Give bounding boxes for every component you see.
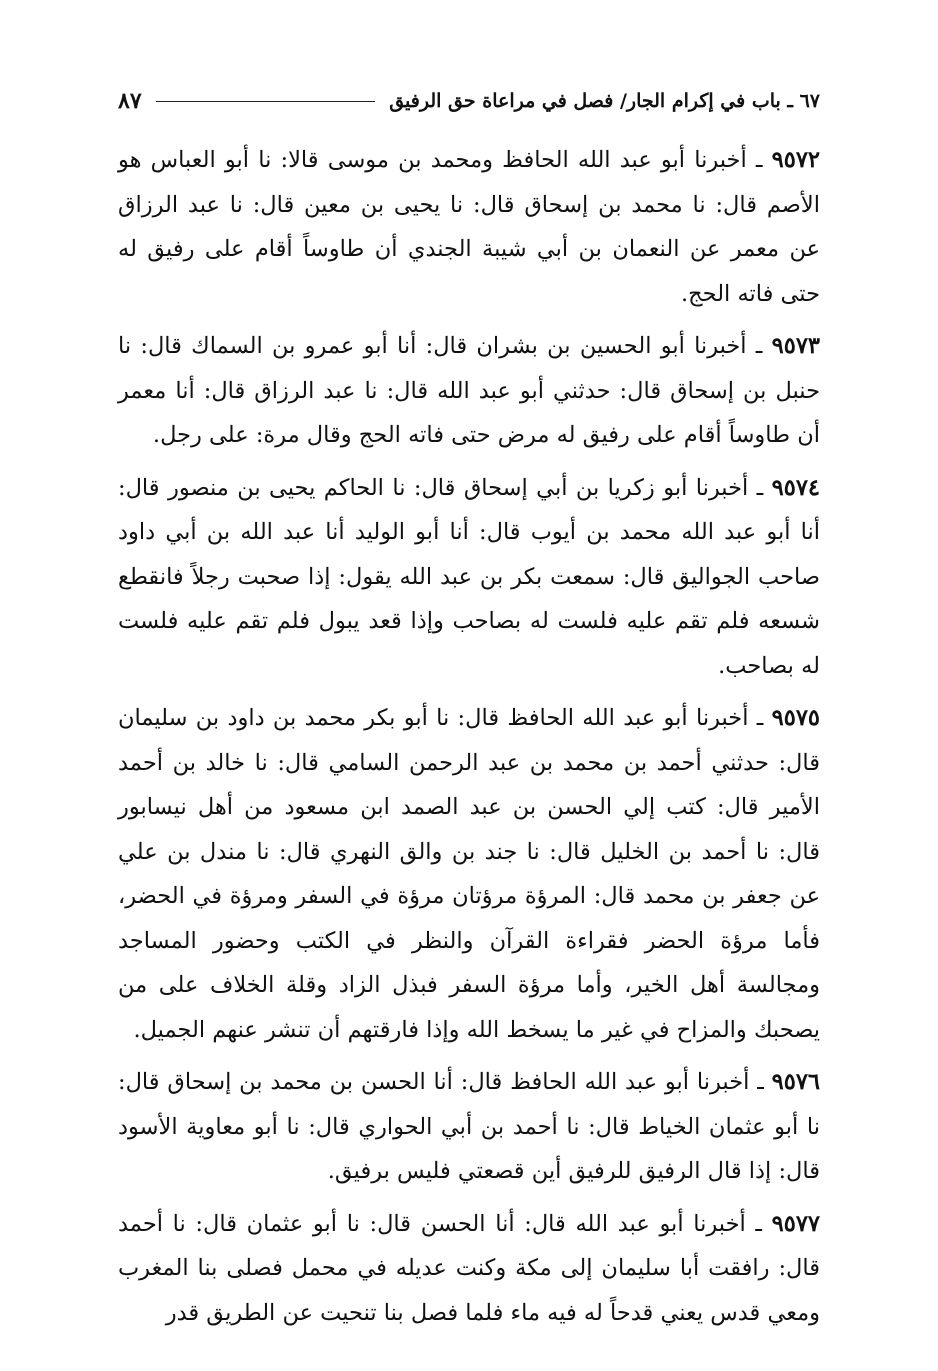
entry-text: ـ أخبرنا أبو الحسين بن بشران قال: أنا أبو عمرو بن السماك قال: نا حنبل بن إسحاق قال: حدثني أبو عبد الله قال: نا عبد الرزاق قال: أنا معمر أن طاوساً أقام على رفيق له مرض حتى فاته الحج وقال مرة: على رجل.	[118, 333, 820, 448]
hadith-entry	[118, 1202, 820, 1336]
page-body	[118, 138, 820, 1343]
entry-number: ٩٥٧٥	[771, 705, 820, 731]
page-number: ٨٧	[118, 88, 142, 114]
entry-number: ٩٥٧٦	[771, 1069, 820, 1095]
entry-text: ـ أخبرنا أبو عبد الله قال: أنا الحسن قال: نا أبو عثمان قال: نا أحمد قال: رافقت أبا سليمان إلى مكة وكنت عديله في محمل فصلى بنا المغرب ومعي قدس يعني قدحاً له فيه ماء فلما فصل بنا تنحيت عن الطريق قدر	[118, 1210, 820, 1326]
header-rule	[156, 101, 376, 102]
entry-text: ـ أخبرنا أبو زكريا بن أبي إسحاق قال: نا الحاكم يحيى بن منصور قال: أنا أبو عبد الله محمد بن أيوب قال: أنا أبو الوليد أنا عبد الله بن أبي داود صاحب الجواليق قال: سمعت بكر بن عبد الله يقول: إذا صحبت رجلاً فانقطع شسعه فلم تقم عليه فلست له بصاحب وإذا قعد يبول فلم تقم عليه فلست له بصاحب.	[118, 474, 820, 679]
entry-number: ٩٥٧٤	[771, 474, 820, 501]
hadith-entry	[118, 1060, 820, 1194]
entry-number: ٩٥٧٧	[771, 1210, 820, 1237]
entry-text: ـ أخبرنا أبو عبد الله الحافظ قال: أنا الحسن بن محمد بن إسحاق قال: نا أبو عثمان الخياط قال: نا أحمد بن أبي الحواري قال: نا أبو معاوية الأسود قال: إذا قال الرفيق للرفيق أين قصعتي فليس برفيق.	[118, 1069, 820, 1184]
entry-text: ـ أخبرنا أبو عبد الله الحافظ قال: نا أبو بكر محمد بن داود بن سليمان قال: حدثني أحمد بن محمد بن عبد الرحمن السامي قال: نا خالد بن أحمد الأمير قال: كتب إلي الحسن بن عبد الصمد ابن مسعود من أهل نيسابور قال: نا أحمد بن الخليل قال: نا جند بن والق النهري قال: نا مندل بن علي عن جعفر بن محمد قال: المرؤة مرؤتان مرؤة في السفر ومرؤة في الحضر، فأما مرؤة الحضر فقراءة القرآن والنظر في الكتب وحضور المساجد ومجالسة أهل الخير، وأما مرؤة السفر فبذل الزاد وقلة الخلاف على من يصحبك والمزاح في غير ما يسخط الله وإذا فارقتهم أن تنشر عنهم الجميل.	[118, 705, 820, 1043]
hadith-entry	[118, 466, 820, 689]
hadith-entry	[118, 138, 820, 316]
hadith-entry	[118, 324, 820, 458]
entry-number: ٩٥٧٢	[771, 147, 820, 173]
entry-text: ـ أخبرنا أبو عبد الله الحافظ ومحمد بن موسى قالا: نا أبو العباس هو الأصم قال: نا محمد بن إسحاق قال: نا يحيى بن معين قال: نا عبد الرزاق عن معمر عن النعمان بن أبي شيبة الجندي أن طاوساً أقام على رفيق له حتى فاته الحج.	[118, 147, 820, 307]
running-header	[118, 86, 820, 116]
entry-number: ٩٥٧٣	[771, 333, 820, 359]
running-title: ٦٧ ـ باب في إكرام الجار/ فصل في مراعاة حق الرفيق	[389, 90, 820, 112]
hadith-entry	[118, 696, 820, 1052]
